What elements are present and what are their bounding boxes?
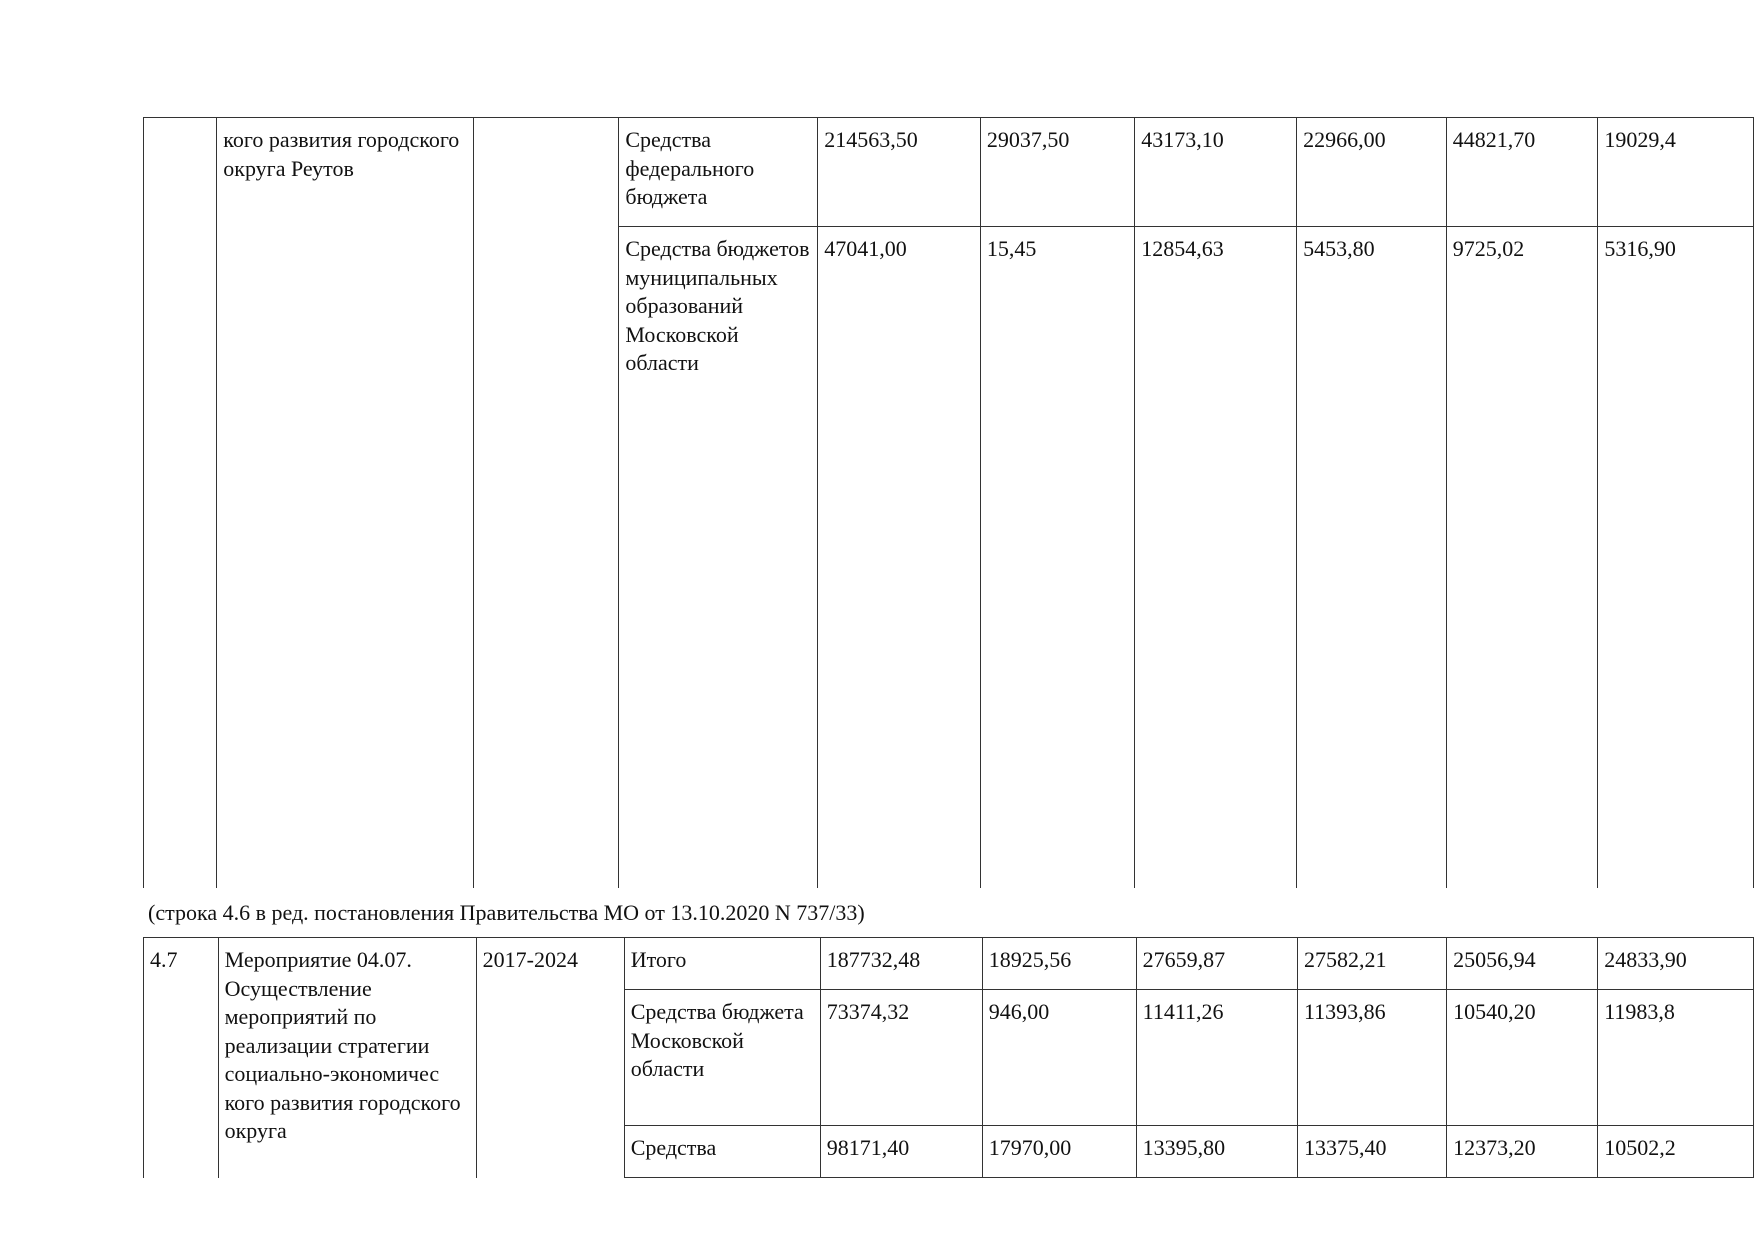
source-cell: Средства бюджета Московской области <box>624 990 820 1126</box>
table-row <box>144 938 1754 990</box>
value-cell: 47041,00 <box>818 227 981 888</box>
value-cell: 15,45 <box>980 227 1134 888</box>
row-number-cell: 4.7 <box>144 938 219 1178</box>
value-cell: 18925,56 <box>982 938 1136 990</box>
value-cell: 9725,02 <box>1446 227 1598 888</box>
value-cell: 10502,2 <box>1598 1126 1754 1178</box>
value-cell: 44821,70 <box>1446 118 1598 227</box>
value-cell: 12373,20 <box>1447 1126 1598 1178</box>
value-cell: 11411,26 <box>1136 990 1297 1126</box>
value-cell: 19029,4 <box>1598 118 1754 227</box>
value-cell: 11983,8 <box>1598 990 1754 1126</box>
value-cell: 98171,40 <box>820 1126 982 1178</box>
source-cell: Средства <box>624 1126 820 1178</box>
value-cell: 73374,32 <box>820 990 982 1126</box>
value-cell: 17970,00 <box>982 1126 1136 1178</box>
revision-note: (строка 4.6 в ред. постановления Правительства МО от 13.10.2020 N 737/33) <box>148 900 865 925</box>
activity-name-cell: кого развития городского округа Реутов <box>217 118 473 888</box>
source-cell: Средства бюджетов муниципальных образований Московской области <box>619 227 818 888</box>
value-cell: 187732,48 <box>820 938 982 990</box>
value-cell: 214563,50 <box>818 118 981 227</box>
value-cell: 10540,20 <box>1447 990 1598 1126</box>
funding-table-top <box>143 117 1754 888</box>
period-cell: 2017-2024 <box>476 938 624 1178</box>
value-cell: 22966,00 <box>1297 118 1447 227</box>
value-cell: 12854,63 <box>1135 227 1297 888</box>
activity-name-cell: Мероприятие 04.07. Осуществление мероприятий по реализации стратегии социально-экономичес кого развития городского округа <box>218 938 476 1178</box>
period-cell <box>473 118 619 888</box>
value-cell: 24833,90 <box>1598 938 1754 990</box>
source-cell: Итого <box>624 938 820 990</box>
value-cell: 13375,40 <box>1297 1126 1446 1178</box>
value-cell: 11393,86 <box>1297 990 1446 1126</box>
value-cell: 13395,80 <box>1136 1126 1297 1178</box>
value-cell: 27659,87 <box>1136 938 1297 990</box>
value-cell: 5316,90 <box>1598 227 1754 888</box>
table-row <box>144 118 1754 227</box>
value-cell: 43173,10 <box>1135 118 1297 227</box>
funding-table-bottom <box>143 937 1754 1178</box>
row-number-cell <box>144 118 217 888</box>
value-cell: 27582,21 <box>1297 938 1446 990</box>
value-cell: 946,00 <box>982 990 1136 1126</box>
value-cell: 29037,50 <box>980 118 1134 227</box>
value-cell: 5453,80 <box>1297 227 1447 888</box>
source-cell: Средства федерального бюджета <box>619 118 818 227</box>
value-cell: 25056,94 <box>1447 938 1598 990</box>
